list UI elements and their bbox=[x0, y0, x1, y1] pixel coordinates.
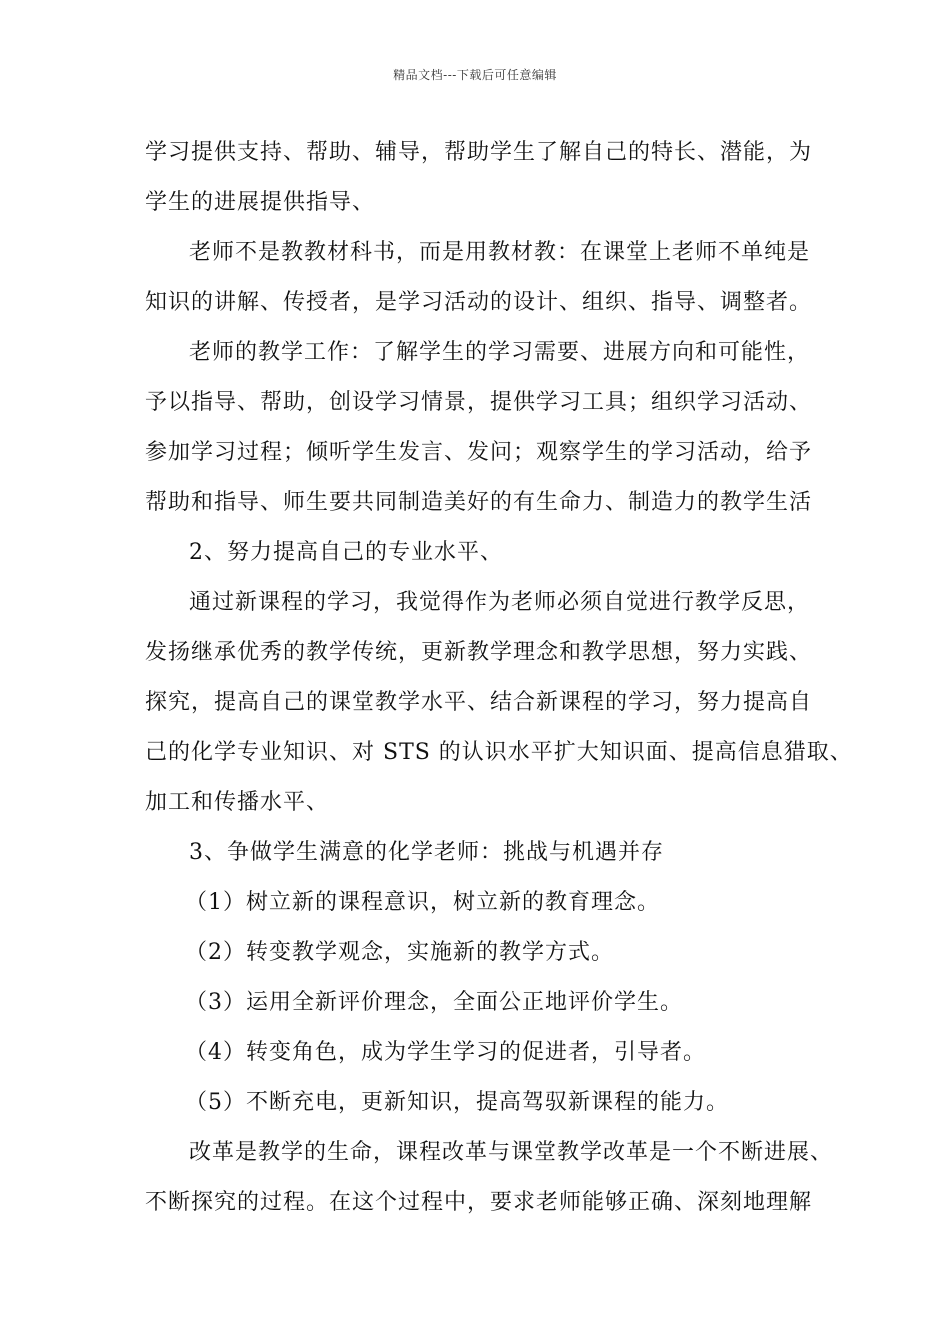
text-line: 不断探究的过程。在这个过程中，要求老师能够正确、深刻地理解 bbox=[145, 1190, 813, 1215]
document-body bbox=[145, 128, 853, 1228]
page-header: 精品文档---下载后可任意编辑 bbox=[393, 68, 557, 82]
text-line: 探究，提高自己的课堂教学水平、结合新课程的学习，努力提高自 bbox=[145, 690, 813, 715]
text-line: 学习提供支持、帮助、辅导，帮助学生了解自己的特长、潜能，为 bbox=[145, 140, 813, 165]
list-item: （2）转变教学观念，实施新的教学方式。 bbox=[185, 940, 614, 965]
text-line: 参加学习过程；倾听学生发言、发问；观察学生的学习活动，给予 bbox=[145, 440, 813, 465]
text-line: 老师的教学工作：了解学生的学习需要、进展方向和可能性， bbox=[189, 340, 811, 365]
text-line: 通过新课程的学习，我觉得作为老师必须自觉进行教学反思， bbox=[189, 590, 811, 615]
list-item: （3）运用全新评价理念，全面公正地评价学生。 bbox=[185, 990, 683, 1015]
text-line: 改革是教学的生命，课程改革与课堂教学改革是一个不断进展、 bbox=[189, 1140, 834, 1165]
text-line: 学生的进展提供指导、 bbox=[145, 190, 376, 215]
text-line: 加工和传播水平、 bbox=[145, 790, 330, 815]
text-line: 知识的讲解、传授者，是学习活动的设计、组织、指导、调整者。 bbox=[145, 290, 813, 315]
list-item: （1）树立新的课程意识，树立新的教育理念。 bbox=[185, 890, 660, 915]
text-line: 帮助和指导、师生要共同制造美好的有生命力、制造力的教学生活 bbox=[145, 490, 813, 515]
section-heading: 3、争做学生满意的化学老师：挑战与机遇并存 bbox=[189, 840, 664, 865]
text-line: 老师不是教教材科书，而是用教材教：在课堂上老师不单纯是 bbox=[189, 240, 811, 265]
text-line: 发扬继承优秀的教学传统，更新教学理念和教学思想，努力实践、 bbox=[145, 640, 813, 665]
list-item: （5）不断充电，更新知识，提高驾驭新课程的能力。 bbox=[185, 1090, 729, 1115]
section-heading: 2、努力提高自己的专业水平、 bbox=[189, 540, 503, 565]
text-line: 予以指导、帮助，创设学习情景，提供学习工具；组织学习活动、 bbox=[145, 390, 813, 415]
list-item: （4）转变角色，成为学生学习的促进者，引导者。 bbox=[185, 1040, 706, 1065]
text-line: 己的化学专业知识、对 STS 的认识水平扩大知识面、提高信息猎取、 bbox=[145, 740, 853, 765]
